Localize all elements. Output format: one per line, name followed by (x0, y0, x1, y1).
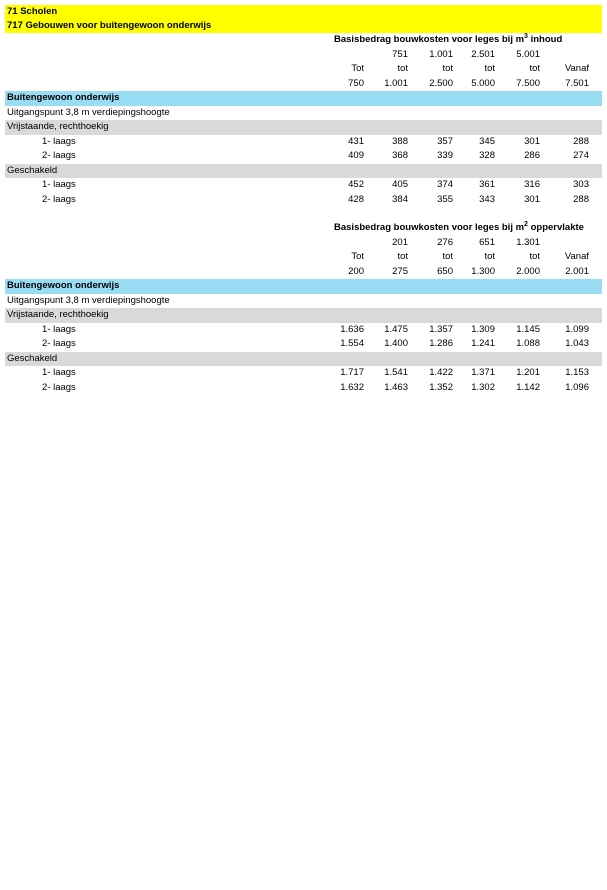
column-header: Tot (351, 251, 364, 262)
section-spacer (5, 207, 602, 221)
table-cell: 1.541 (384, 367, 408, 378)
page (5, 5, 602, 395)
table-cell: 1.400 (384, 338, 408, 349)
section-1-subtitle-row (5, 106, 602, 121)
section-2-title-sup: 2 (524, 221, 528, 228)
table-cell: 1.043 (565, 338, 589, 349)
header-line-1: 71 Scholen (7, 6, 58, 17)
column-header: 1.301 (516, 236, 540, 248)
table-cell: 288 (573, 135, 589, 147)
section-1-group-1-row (5, 120, 602, 135)
table-cell: 286 (524, 150, 540, 161)
table-cell: 405 (392, 179, 408, 190)
group-label: Vrijstaande, rechthoekig (7, 121, 109, 132)
table-cell: 1.371 (471, 367, 495, 378)
table-cell: 452 (348, 179, 364, 190)
column-header: 651 (479, 236, 495, 248)
table-cell: 1.241 (471, 338, 495, 349)
section-1-group-2-row (5, 164, 602, 179)
section-1-header-row-1 (5, 48, 602, 63)
column-header: tot (442, 63, 453, 74)
table-cell: 1.357 (429, 323, 453, 335)
column-header: Vanaf (564, 251, 589, 262)
table-cell: 339 (437, 150, 453, 161)
section-1-header-row-3 (5, 77, 602, 92)
column-header: Tot (351, 63, 364, 74)
table-cell: 328 (479, 150, 495, 161)
table-cell: 355 (437, 193, 453, 205)
table-cell: 384 (392, 193, 408, 205)
table-row (5, 381, 602, 396)
column-header: 2.501 (471, 48, 495, 60)
column-header: tot (484, 251, 495, 262)
column-header: 2.001 (565, 265, 589, 277)
section-2-header-row-3 (5, 265, 602, 280)
column-header: tot (484, 63, 495, 74)
column-header: 5.000 (471, 77, 495, 89)
table-cell: 1.717 (340, 367, 364, 378)
table-cell: 374 (437, 179, 453, 190)
column-header: 201 (392, 236, 408, 248)
category-label: Buitengewoon onderwijs (7, 280, 120, 291)
header-line-2: 717 Gebouwen voor buitengewoon onderwijs (7, 20, 212, 31)
table-cell: 301 (524, 193, 540, 205)
column-header: tot (442, 251, 453, 262)
group-label: Vrijstaande, rechthoekig (7, 309, 109, 320)
table-cell: 428 (348, 193, 364, 205)
table-cell: 1.422 (429, 367, 453, 378)
column-header: 275 (392, 265, 408, 277)
table-cell: 1.286 (429, 338, 453, 349)
row-label: 2- laags (42, 193, 76, 205)
row-label: 2- laags (42, 381, 76, 393)
table-row (5, 366, 602, 381)
column-header: 650 (437, 265, 453, 277)
category-label: Buitengewoon onderwijs (7, 92, 120, 103)
column-header: 750 (348, 77, 364, 89)
row-label: 2- laags (42, 150, 76, 161)
section-1-title-sup: 3 (524, 33, 528, 40)
section-1-title (334, 33, 562, 48)
table-cell: 1.099 (565, 323, 589, 335)
section-2-title-row (5, 221, 602, 236)
section-2-title-suffix: oppervlakte (527, 222, 584, 233)
row-label: 1- laags (42, 367, 76, 378)
column-header: tot (397, 63, 408, 74)
table-cell: 1.632 (340, 381, 364, 393)
table-row (5, 193, 602, 208)
table-cell: 1.088 (516, 338, 540, 349)
section-2-group-1-row (5, 308, 602, 323)
table-cell: 1.302 (471, 381, 495, 393)
header-bar (5, 5, 602, 33)
column-header: 1.001 (384, 77, 408, 89)
column-header: 1.300 (471, 265, 495, 277)
table-cell: 1.145 (516, 323, 540, 335)
section-2-header-row-1 (5, 236, 602, 251)
column-header: 5.001 (516, 48, 540, 60)
table-cell: 1.554 (340, 338, 364, 349)
subtitle-label: Uitgangspunt 3,8 m verdiepingshoogte (7, 294, 170, 306)
table-cell: 357 (437, 135, 453, 147)
table-cell: 368 (392, 150, 408, 161)
section-2-header-row-2 (5, 250, 602, 265)
table-cell: 1.153 (565, 367, 589, 378)
section-1-category-row (5, 91, 602, 106)
table-cell: 1.142 (516, 381, 540, 393)
table-cell: 431 (348, 135, 364, 147)
table-cell: 316 (524, 179, 540, 190)
table-cell: 1.636 (340, 323, 364, 335)
table-cell: 361 (479, 179, 495, 190)
section-2-subtitle-row (5, 294, 602, 309)
section-2-category-row (5, 279, 602, 294)
table-cell: 343 (479, 193, 495, 205)
table-row (5, 323, 602, 338)
section-2-title (334, 221, 584, 236)
table-row (5, 149, 602, 164)
section-1-title-row (5, 33, 602, 48)
table-cell: 1.475 (384, 323, 408, 335)
table-cell: 301 (524, 135, 540, 147)
table-cell: 1.309 (471, 323, 495, 335)
row-label: 1- laags (42, 179, 76, 190)
section-1-title-text: Basisbedrag bouwkosten voor leges bij m (334, 34, 525, 45)
table-cell: 345 (479, 135, 495, 147)
table-cell: 303 (573, 179, 589, 190)
table-cell: 1.463 (384, 381, 408, 393)
section-1-header-row-2 (5, 62, 602, 77)
group-label: Geschakeld (7, 164, 58, 176)
section-2-title-text: Basisbedrag bouwkosten voor leges bij m (334, 222, 525, 233)
column-header: 200 (348, 265, 364, 277)
column-header: Vanaf (564, 63, 589, 74)
table-cell: 1.352 (429, 381, 453, 393)
table-row (5, 178, 602, 193)
row-label: 1- laags (42, 323, 76, 335)
section-1-title-suffix: inhoud (527, 34, 563, 45)
group-label: Geschakeld (7, 352, 58, 364)
table-cell: 288 (573, 193, 589, 205)
row-label: 2- laags (42, 338, 76, 349)
table-cell: 1.201 (516, 367, 540, 378)
column-header: tot (529, 251, 540, 262)
section-2-group-2-row (5, 352, 602, 367)
column-header: tot (397, 251, 408, 262)
row-label: 1- laags (42, 135, 76, 147)
subtitle-label: Uitgangspunt 3,8 m verdiepingshoogte (7, 106, 170, 118)
table-cell: 1.096 (565, 381, 589, 393)
column-header: 7.500 (516, 77, 540, 89)
column-header: 7.501 (565, 77, 589, 89)
column-header: 276 (437, 236, 453, 248)
column-header: 751 (392, 48, 408, 60)
table-cell: 409 (348, 150, 364, 161)
column-header: tot (529, 63, 540, 74)
table-row (5, 135, 602, 150)
column-header: 2.000 (516, 265, 540, 277)
table-cell: 388 (392, 135, 408, 147)
table-cell: 274 (573, 150, 589, 161)
table-row (5, 337, 602, 352)
column-header: 2.500 (429, 77, 453, 89)
column-header: 1.001 (429, 48, 453, 60)
